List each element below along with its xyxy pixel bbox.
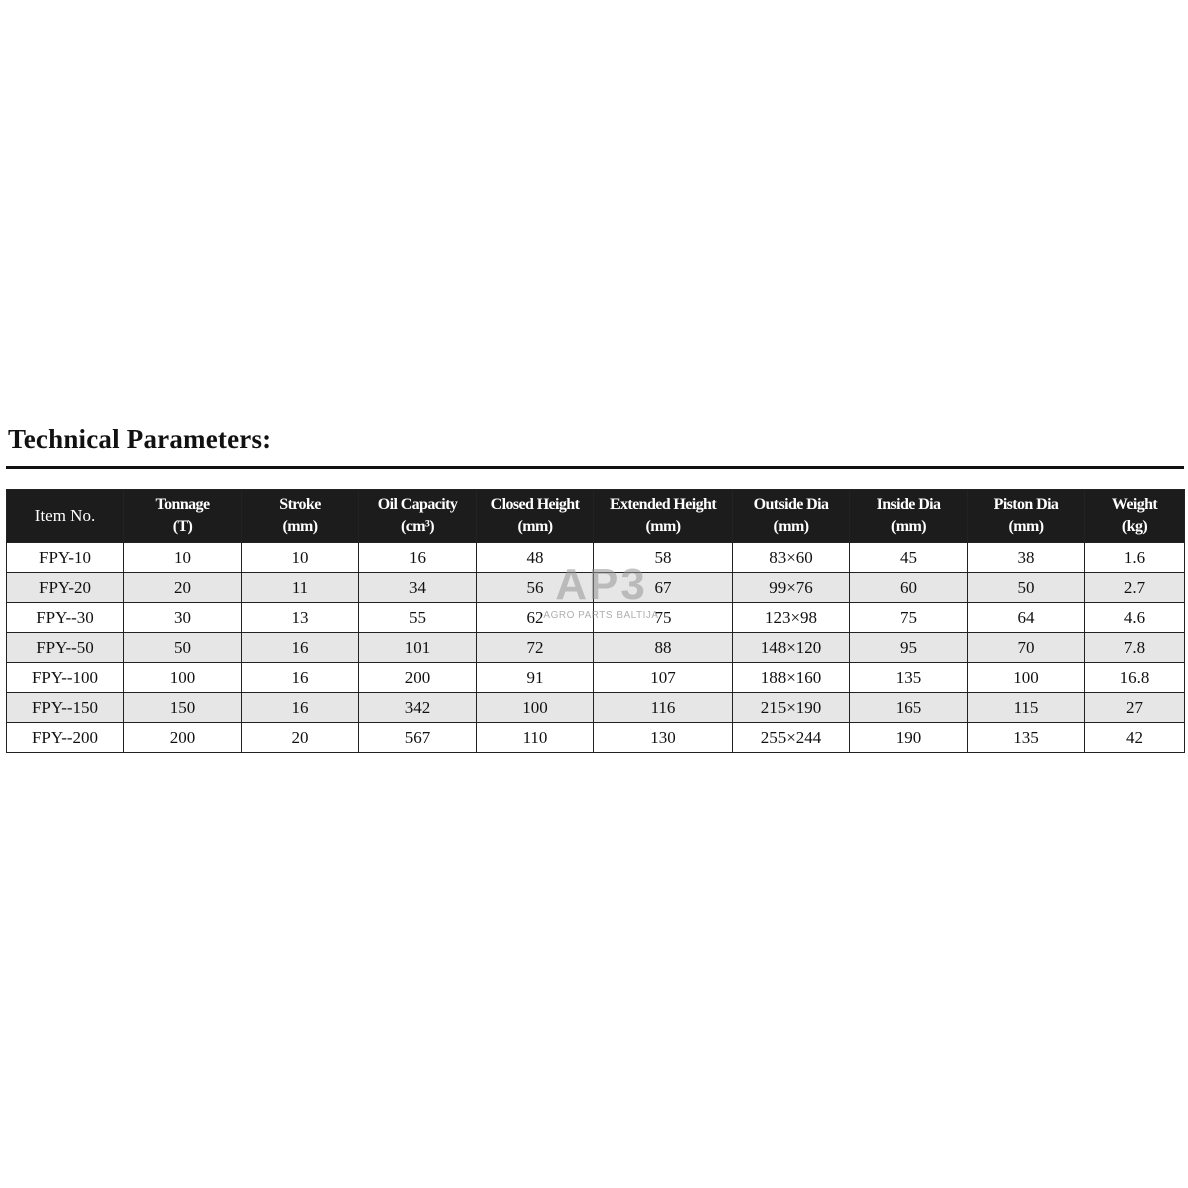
item-number-cell: FPY--200 bbox=[7, 723, 124, 753]
watermark-subtitle: AGRO PARTS BALTIJA bbox=[543, 610, 659, 621]
table-cell: 16 bbox=[242, 693, 359, 723]
table-cell: 83×60 bbox=[733, 543, 850, 573]
table-cell: 135 bbox=[850, 663, 968, 693]
table-cell: 148×120 bbox=[733, 633, 850, 663]
table-cell: 4.6 bbox=[1085, 603, 1185, 633]
column-header-label: Extended Height bbox=[609, 496, 717, 513]
table-cell: 567 bbox=[359, 723, 477, 753]
table-row bbox=[7, 723, 1185, 753]
table-cell: 342 bbox=[359, 693, 477, 723]
table-cell: 30 bbox=[124, 603, 242, 633]
table-cell: 100 bbox=[124, 663, 242, 693]
table-cell: 58 bbox=[594, 543, 733, 573]
column-header-unit: (mm) bbox=[517, 518, 553, 535]
column-header-unit: (mm) bbox=[773, 518, 809, 535]
column-header-unit: (cm³) bbox=[401, 518, 434, 535]
table-cell: 88 bbox=[594, 633, 733, 663]
column-header-unit: (mm) bbox=[645, 518, 681, 535]
table-cell: 34 bbox=[359, 573, 477, 603]
table-cell: 115 bbox=[968, 693, 1085, 723]
table-cell: 48 bbox=[477, 543, 594, 573]
column-header-label: Piston Dia bbox=[993, 496, 1059, 513]
table-cell: 16 bbox=[359, 543, 477, 573]
column-header bbox=[477, 490, 594, 543]
table-row bbox=[7, 573, 1185, 603]
column-header bbox=[968, 490, 1085, 543]
table-cell: 100 bbox=[968, 663, 1085, 693]
table-cell: 150 bbox=[124, 693, 242, 723]
column-header-label: Closed Height bbox=[490, 496, 580, 513]
table-cell: 10 bbox=[242, 543, 359, 573]
table-cell: 190 bbox=[850, 723, 968, 753]
table-cell: 62 bbox=[477, 603, 594, 633]
table-cell: 50 bbox=[124, 633, 242, 663]
table-cell: 42 bbox=[1085, 723, 1185, 753]
table-cell: 20 bbox=[124, 573, 242, 603]
technical-parameters-table bbox=[6, 489, 1185, 753]
table-cell: 2.7 bbox=[1085, 573, 1185, 603]
table-cell: 135 bbox=[968, 723, 1085, 753]
table-cell: 1.6 bbox=[1085, 543, 1185, 573]
table-cell: 10 bbox=[124, 543, 242, 573]
table-cell: 188×160 bbox=[733, 663, 850, 693]
table-cell: 27 bbox=[1085, 693, 1185, 723]
table-cell: 50 bbox=[968, 573, 1085, 603]
table-cell: 255×244 bbox=[733, 723, 850, 753]
page-title: Technical Parameters: bbox=[8, 424, 272, 454]
table-cell: 200 bbox=[359, 663, 477, 693]
item-number-cell: FPY-20 bbox=[7, 573, 124, 603]
table-row bbox=[7, 633, 1185, 663]
column-header bbox=[359, 490, 477, 543]
table-cell: 123×98 bbox=[733, 603, 850, 633]
column-header-unit: (kg) bbox=[1121, 518, 1148, 535]
column-header bbox=[733, 490, 850, 543]
column-header-unit: (mm) bbox=[1008, 518, 1044, 535]
header-row bbox=[7, 490, 1185, 543]
column-header bbox=[850, 490, 968, 543]
table-cell: 165 bbox=[850, 693, 968, 723]
heading-divider bbox=[6, 466, 1184, 469]
table-cell: 16 bbox=[242, 633, 359, 663]
table-cell: 64 bbox=[968, 603, 1085, 633]
column-header-label: Outside Dia bbox=[753, 496, 829, 513]
table-cell: 56 bbox=[477, 573, 594, 603]
table-row bbox=[7, 663, 1185, 693]
table-cell: 11 bbox=[242, 573, 359, 603]
table-cell: 45 bbox=[850, 543, 968, 573]
column-header-unit: (mm) bbox=[282, 518, 318, 535]
column-header bbox=[1085, 490, 1185, 543]
column-header-label: Weight bbox=[1111, 496, 1158, 513]
item-number-cell: FPY--50 bbox=[7, 633, 124, 663]
column-header-label: Stroke bbox=[279, 496, 321, 513]
table-cell: 95 bbox=[850, 633, 968, 663]
table-cell: 100 bbox=[477, 693, 594, 723]
table-cell: 110 bbox=[477, 723, 594, 753]
table-cell: 20 bbox=[242, 723, 359, 753]
table-header bbox=[7, 490, 1185, 543]
column-header-label: Inside Dia bbox=[876, 496, 941, 513]
table-cell: 200 bbox=[124, 723, 242, 753]
table-cell: 38 bbox=[968, 543, 1085, 573]
table-cell: 16 bbox=[242, 663, 359, 693]
item-number-cell: FPY--150 bbox=[7, 693, 124, 723]
table-cell: 75 bbox=[594, 603, 733, 633]
column-header-unit: (T) bbox=[172, 518, 193, 535]
column-header-label: Item No. bbox=[34, 506, 96, 525]
table-cell: 70 bbox=[968, 633, 1085, 663]
table-cell: 60 bbox=[850, 573, 968, 603]
column-header-label: Oil Capacity bbox=[377, 496, 458, 513]
watermark-letters: AP3 bbox=[555, 560, 647, 609]
table-cell: 101 bbox=[359, 633, 477, 663]
table-cell: 75 bbox=[850, 603, 968, 633]
table-cell: 91 bbox=[477, 663, 594, 693]
table-row bbox=[7, 603, 1185, 633]
column-header bbox=[7, 490, 124, 543]
table-cell: 99×76 bbox=[733, 573, 850, 603]
item-number-cell: FPY--100 bbox=[7, 663, 124, 693]
table-cell: 16.8 bbox=[1085, 663, 1185, 693]
column-header bbox=[242, 490, 359, 543]
table-row bbox=[7, 693, 1185, 723]
table-cell: 130 bbox=[594, 723, 733, 753]
column-header-unit: (mm) bbox=[891, 518, 926, 535]
column-header-label: Tonnage bbox=[155, 496, 210, 513]
column-header bbox=[124, 490, 242, 543]
item-number-cell: FPY-10 bbox=[7, 543, 124, 573]
table-cell: 116 bbox=[594, 693, 733, 723]
table-cell: 7.8 bbox=[1085, 633, 1185, 663]
table-cell: 107 bbox=[594, 663, 733, 693]
table-cell: 67 bbox=[594, 573, 733, 603]
table-cell: 13 bbox=[242, 603, 359, 633]
item-number-cell: FPY--30 bbox=[7, 603, 124, 633]
table-cell: 72 bbox=[477, 633, 594, 663]
table-row bbox=[7, 543, 1185, 573]
table-body bbox=[7, 543, 1185, 753]
table-cell: 55 bbox=[359, 603, 477, 633]
table-cell: 215×190 bbox=[733, 693, 850, 723]
column-header bbox=[594, 490, 733, 543]
